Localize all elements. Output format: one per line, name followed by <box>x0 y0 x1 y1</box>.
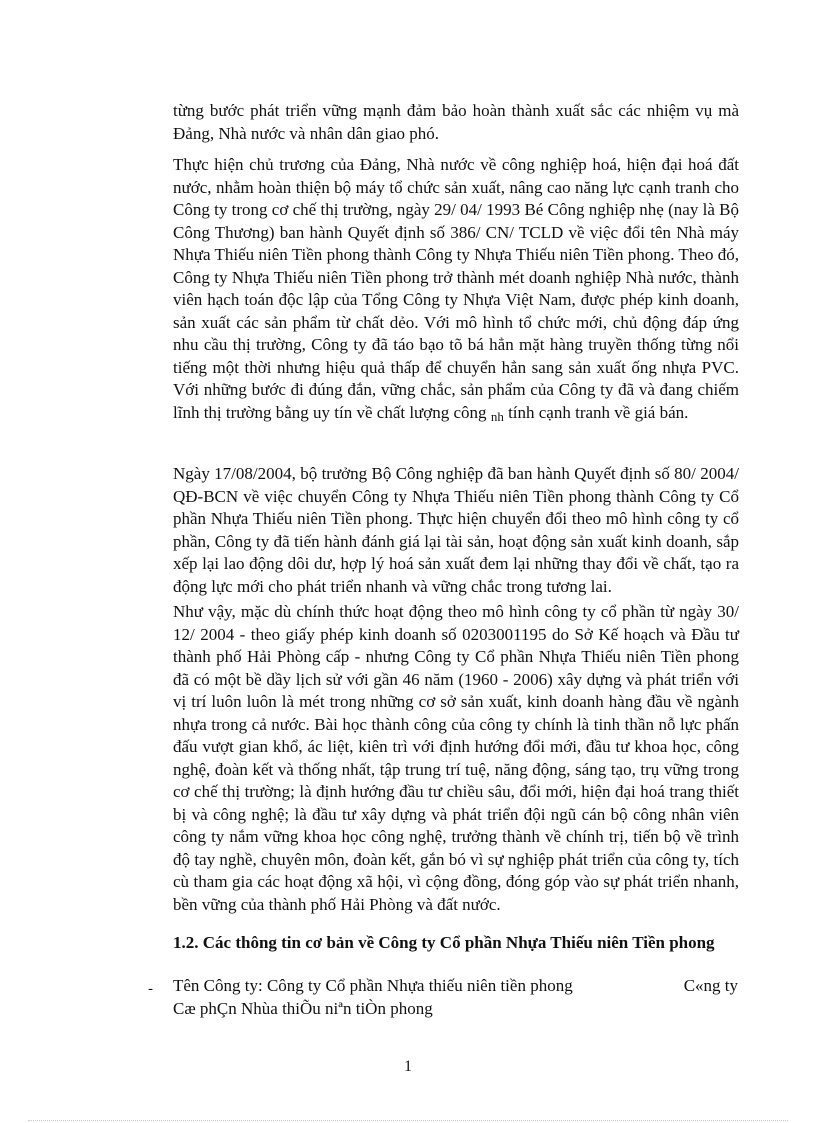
page-bottom-divider <box>28 1120 788 1121</box>
paragraph-text: từng bước phát triển vững mạnh đảm bảo hoàn thành xuất sắc các nhiệm vụ mà Đảng, Nhà nước và nhân dân giao phó. <box>173 101 739 143</box>
page-number: 1 <box>404 1058 412 1075</box>
paragraph-continuation <box>173 100 739 145</box>
paragraph-equitization <box>173 463 739 598</box>
company-name-encoded-part2: Cæ phÇn Nhùa thiÕu niªn tiÒn phong <box>173 999 433 1018</box>
paragraph-history <box>173 601 739 916</box>
section-heading: 1.2. Các thông tin cơ bản về Công ty Cổ phần Nhựa Thiếu niên Tiền phong <box>173 933 715 952</box>
paragraph-text-tail: tính cạnh tranh về giá bán. <box>508 402 689 422</box>
company-name-line: Tên Công ty: Công ty Cổ phần Nhựa thiếu niên tiền phong <box>173 976 573 995</box>
paragraph-text: Thực hiện chủ trương của Đảng, Nhà nước về công nghiệp hoá, hiện đại hoá đất nước, nhằm hoàn thiện bộ máy tổ chức sản xuất, nâng cao năng lực cạnh tranh cho Công ty trong cơ chế thị trường, ngày 29/ 04/ 1993 Bé Công nghiệp nhẹ (nay là Bộ Công Thương) ban hành Quyết định số 386/ CN/ TCLD về việc đổi tên Nhà máy Nhựa Thiếu niên Tiền phong thành Công ty Nhựa Thiếu niên Tiền phong. Theo đó, Công ty Nhựa Thiếu niên Tiền phong trở thành mét doanh nghiệp Nhà nước, thành viên hạch toán độc lập của Tổng Công ty Nhựa Việt Nam, được phép kinh doanh, sản xuất các sản phẩm từ chất dẻo. Với mô hình tổ chức mới, chủ động đáp ứng nhu cầu thị trường, Công ty đã táo bạo tõ bá hẳn mặt hàng truyền thống từng nổi tiếng một thời nhưng hiệu quả thấp để chuyển hẳn sang sản xuất ống nhựa PVC. Với những bước đi đúng đắn, vững chắc, sản phẩm của Công ty đã và đang chiếm lĩnh thị trường bằng uy tín về chất lượng công <box>173 155 739 422</box>
company-name-encoded-part1: C«ng ty <box>683 976 738 995</box>
paragraph-text: Như vậy, mặc dù chính thức hoạt động theo mô hình công ty cổ phần từ ngày 30/ 12/ 2004 - theo giấy phép kinh doanh số 0203001195 do Sở Kế hoạch và Đầu tư thành phố Hải Phòng cấp - nhưng Công ty Cổ phần Nhựa Thiếu niên Tiền phong đã có một bề dầy lịch sử với gần 46 năm (1960 - 2006) xây dựng và phát triển với vị trí luôn luôn là mét trong những cơ sở sản xuất, kinh doanh hàng đầu về ngành nhựa trong cả nước. Bài học thành công của công ty chính là tinh thần nỗ lực phấn đấu vượt gian khổ, ác liệt, kiên trì với định hướng đổi mới, đầu tư khoa học, công nghệ, đoàn kết và thống nhất, tập trung trí tuệ, năng động, sáng tạo, trụ vững trong cơ chế thị trường; là định hướng đầu tư chiều sâu, đổi mới, hiện đại hoá trang thiết bị và công nghệ; là đầu tư xây dựng và phát triển đội ngũ cán bộ công nhân viên công ty nắm vững khoa học công nghệ, trưởng thành về chính trị, tiến bộ về trình độ tay nghề, chuyên môn, đoàn kết, gắn bó vì sự nghiệp phát triển của công ty, tích cù tham gia các hoạt động xã hội, vì cộng đồng, đóng góp vào sự phát triển nhanh, bền vững của thành phố Hải Phòng và đất nước. <box>173 602 739 914</box>
paragraph-company-rename <box>173 154 739 428</box>
bullet-marker: - <box>148 981 153 997</box>
subscript-fragment: nh <box>490 408 504 424</box>
paragraph-text: Ngày 17/08/2004, bộ trưởng Bộ Công nghiệp đã ban hành Quyết định số 80/ 2004/ QĐ-BCN về việc chuyển Công ty Nhựa Thiếu niên Tiền phong thành Công ty Cổ phần Nhựa Thiếu niên Tiền phong. Thực hiện chuyển đổi theo mô hình công ty cổ phần, Công ty đã tiến hành đánh giá lại tài sản, hoạt động sản xuất kinh doanh, sắp xếp lại lao động dôi dư, hợp lý hoá sản xuất đem lại những thay đổi về chất, tạo ra động lực mới cho phát triển nhanh và vững chắc trong tương lai. <box>173 464 739 596</box>
